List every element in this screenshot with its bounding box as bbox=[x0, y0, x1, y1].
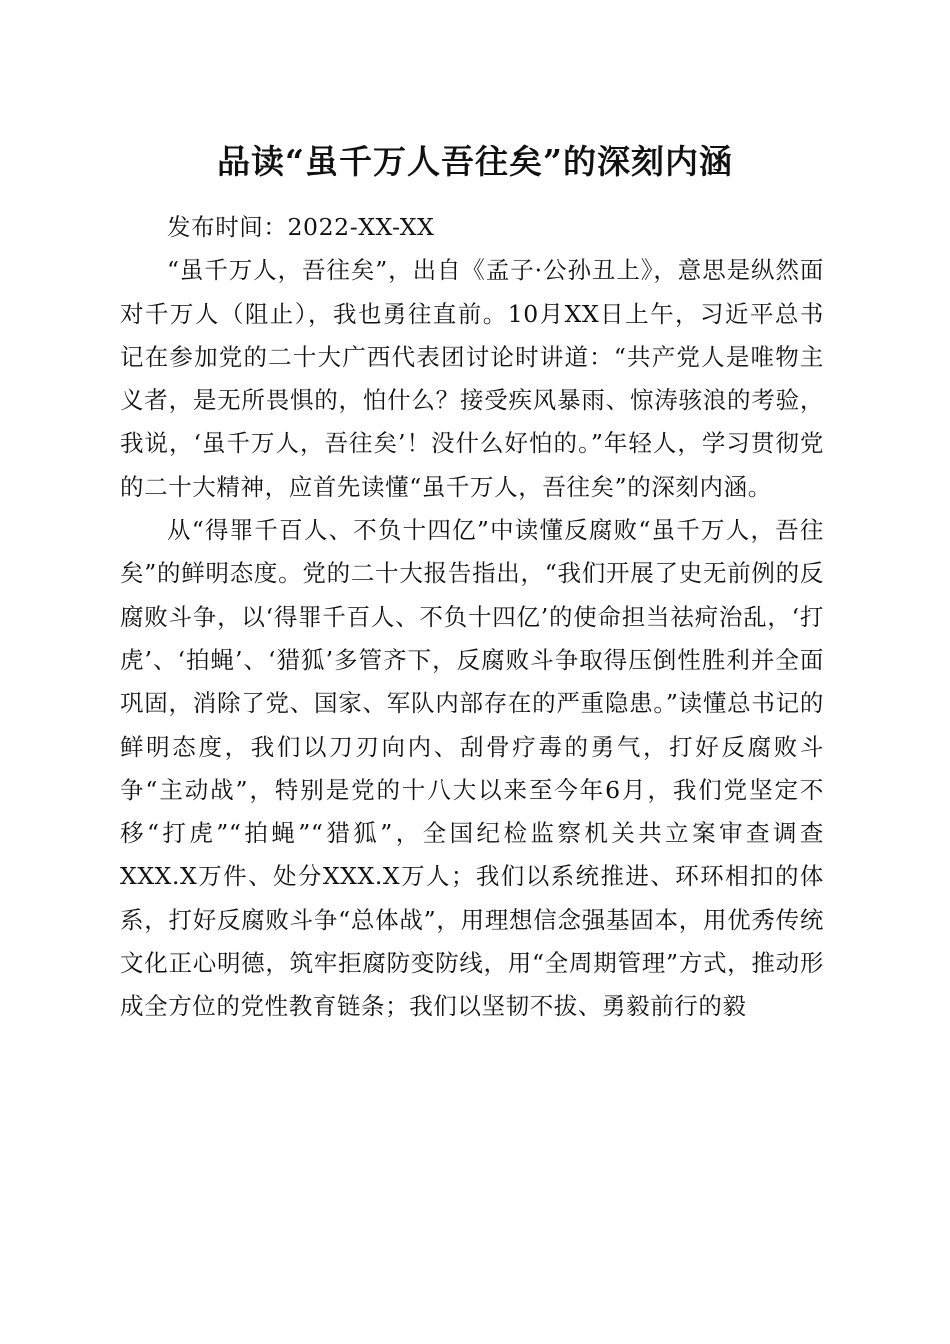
document-body bbox=[120, 206, 824, 1029]
paragraph-anti-corruption: 从“得罪千百人、不负十四亿”中读懂反腐败“虽千万人，吾往矣”的鲜明态度。党的二十大报告指出，“我们开展了史无前例的反腐败斗争，以‘得罪千百人、不负十四亿’的使命担当祛疴治乱，‘打虎’、‘拍蝇’、‘猎狐’多管齐下，反腐败斗争取得压倒性胜利并全面巩固，消除了党、国家、军队内部存在的严重隐患。”读懂总书记的鲜明态度，我们以刀刃向内、刮骨疗毒的勇气，打好反腐败斗争“主动战”，特别是党的十八大以来至今年6月，我们党坚定不移“打虎”“拍蝇”“猎狐”，全国纪检监察机关共立案审查调查XXX.X万件、处分XXX.X万人；我们以系统推进、环环相扣的体系，打好反腐败斗争“总体战”，用理想信念强基固本，用优秀传统文化正心明德，筑牢拒腐防变防线，用“全周期管理”方式，推动形成全方位的党性教育链条；我们以坚韧不拔、勇毅前行的毅 bbox=[120, 516, 824, 1021]
publish-time: 发布时间：2022-XX-XX bbox=[167, 213, 435, 241]
paragraph-intro: “虽千万人，吾往矣”，出自《孟子·公孙丑上》，意思是纵然面对千万人（阻止），我也勇往直前。10月XX日上午，习近平总书记在参加党的二十大广西代表团讨论时讲道：“共产党人是唯物主义者，是无所畏惧的，怕什么？接受疾风暴雨、惊涛骇浪的考验，我说，‘虽千万人，吾往矣’！没什么好怕的。”年轻人，学习贯彻党的二十大精神，应首先读懂“虽千万人，吾往矣”的深刻内涵。 bbox=[120, 256, 824, 501]
document-title: 品读“虽千万人吾往矣”的深刻内涵 bbox=[217, 142, 733, 181]
